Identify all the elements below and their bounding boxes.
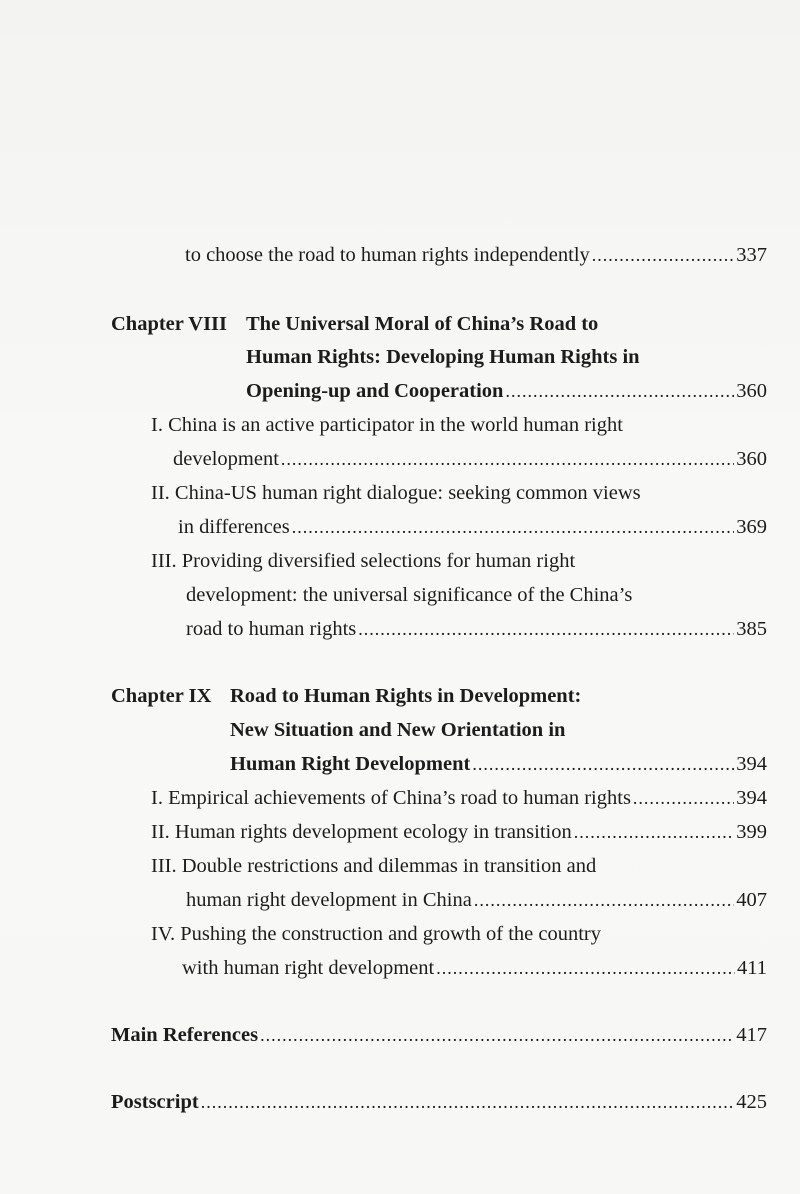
section-title-line: III. Providing diversified selections for human right <box>151 550 576 572</box>
chapter-label: Chapter IX <box>111 685 212 707</box>
chapter-title-line: Opening-up and Cooperation <box>246 380 504 402</box>
section-title-line: road to human rights <box>186 618 357 640</box>
page-number: 337 <box>736 244 767 266</box>
section-title-line: I. Empirical achievements of China’s road to human rights <box>151 787 631 809</box>
section-title-line: development: the universal significance of the China’s <box>186 584 633 606</box>
toc-entry-text: Postscript <box>111 1091 199 1113</box>
section-title-line: in differences <box>178 516 290 538</box>
page-number: 385 <box>736 618 767 640</box>
section-entry <box>151 788 767 809</box>
dot-leader <box>358 620 734 638</box>
page-number: 369 <box>736 516 767 538</box>
page-number: 360 <box>736 380 767 402</box>
section-title-line: with human right development <box>182 957 435 979</box>
chapter-title-last-line <box>230 754 767 775</box>
toc-entry-text: to choose the road to human rights independently <box>185 244 590 266</box>
chapter-title-line: The Universal Moral of China’s Road to <box>246 313 599 335</box>
chapter-title-line: Human Rights: Developing Human Rights in <box>246 346 640 368</box>
dot-leader <box>292 518 735 536</box>
page-number: 411 <box>737 957 767 979</box>
chapter-title-line: Road to Human Rights in Development: <box>230 685 582 707</box>
toc-entry-text: Main References <box>111 1024 259 1046</box>
section-entry <box>182 958 767 979</box>
section-entry <box>173 449 767 470</box>
page-number: 399 <box>736 821 767 843</box>
section-title-line: III. Double restrictions and dilemmas in transition and <box>151 855 597 877</box>
dot-leader <box>201 1093 735 1111</box>
page-number: 394 <box>736 753 767 775</box>
section-title-line: development <box>173 448 279 470</box>
page-number: 407 <box>736 889 767 911</box>
section-entry <box>151 822 767 843</box>
dot-leader <box>633 789 734 807</box>
toc-entry-references <box>111 1025 767 1046</box>
chapter-title-line: New Situation and New Orientation in <box>230 719 566 741</box>
dot-leader <box>592 246 734 264</box>
section-entry <box>186 619 767 640</box>
section-title-line: human right development in China <box>186 889 472 911</box>
dot-leader <box>436 959 735 977</box>
chapter-label: Chapter VIII <box>111 313 228 335</box>
dot-leader <box>281 450 734 468</box>
section-title-line: I. China is an active participator in the world human right <box>151 414 623 436</box>
dot-leader <box>472 755 734 773</box>
page-number: 425 <box>736 1091 767 1113</box>
page-number: 360 <box>736 448 767 470</box>
toc-entry-continuation <box>185 245 767 266</box>
toc-entry-postscript <box>111 1092 767 1113</box>
chapter-title-line: Human Right Development <box>230 753 471 775</box>
page-number: 417 <box>736 1024 767 1046</box>
dot-leader <box>260 1026 734 1044</box>
section-entry <box>186 890 767 911</box>
page-number: 394 <box>736 787 767 809</box>
dot-leader <box>505 382 734 400</box>
section-title-line: IV. Pushing the construction and growth of the country <box>151 923 601 945</box>
chapter-title-last-line <box>246 381 767 402</box>
section-title-line: II. Human rights development ecology in transition <box>151 821 572 843</box>
dot-leader <box>574 823 735 841</box>
section-entry <box>178 517 767 538</box>
dot-leader <box>474 891 734 909</box>
section-title-line: II. China-US human right dialogue: seeking common views <box>151 482 641 504</box>
